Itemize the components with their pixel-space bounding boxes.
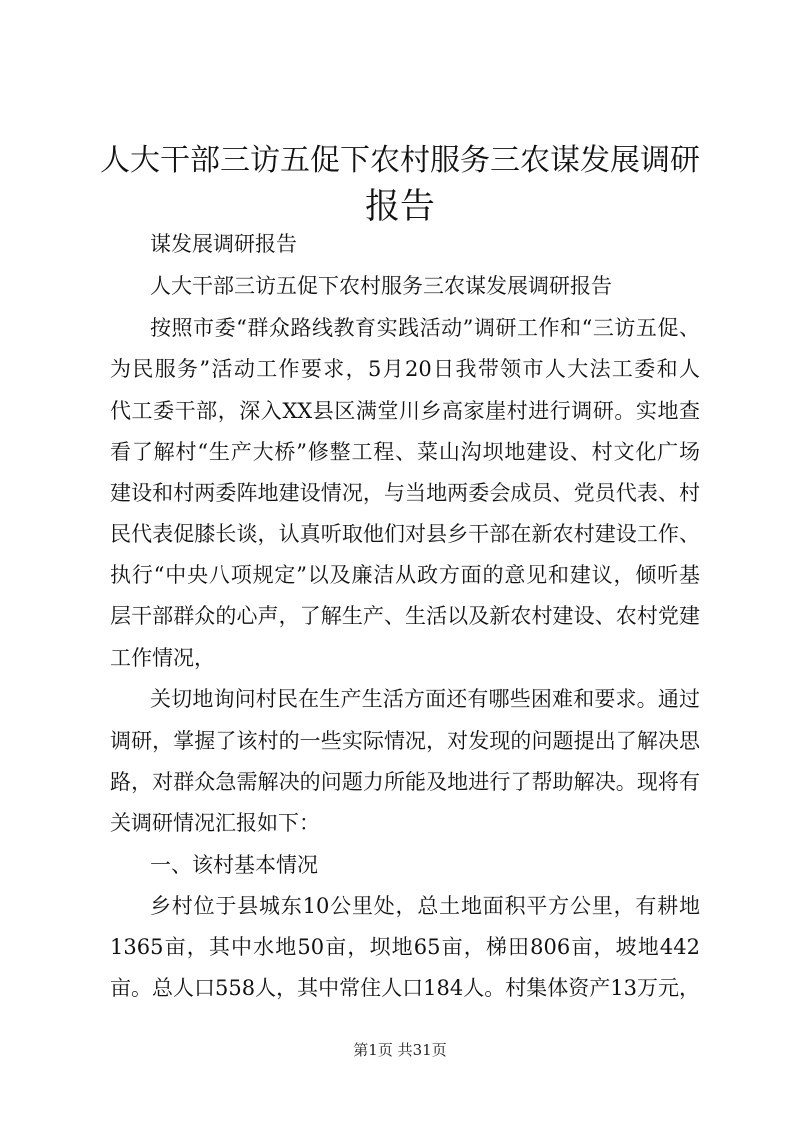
- body-line: 1365亩，其中水地50亩，坝地65亩，梯田806亩，坡地442: [110, 935, 700, 959]
- document-title-line-2: 报告: [364, 187, 435, 227]
- body-line: 执行“中央八项规定”以及廉洁从政方面的意见和建议，倾听基: [110, 563, 700, 587]
- page-number-footer: 第1页 共31页: [353, 1041, 447, 1059]
- body-line: 谋发展调研报告: [150, 232, 297, 256]
- body-line: 民代表促膝长谈，认真听取他们对县乡干部在新农村建设工作、: [110, 522, 700, 546]
- body-line: 按照市委“群众路线教育实践活动”调研工作和“三访五促、: [150, 316, 700, 340]
- body-line: 亩。总人口558人，其中常住人口184人。村集体资产13万元，: [110, 976, 700, 1000]
- body-line: 为民服务”活动工作要求，5月20日我带领市人大法工委和人: [110, 357, 700, 381]
- body-line: 乡村位于县城东10公里处，总土地面积平方公里，有耕地: [150, 894, 700, 918]
- body-line: 工作情况，: [110, 646, 215, 670]
- body-line: 代工委干部，深入XX县区满堂川乡高家崖村进行调研。实地查: [110, 399, 700, 423]
- body-line: 人大干部三访五促下农村服务三农谋发展调研报告: [150, 274, 612, 298]
- body-line: 关切地询问村民在生产生活方面还有哪些困难和要求。通过: [150, 687, 700, 711]
- body-line: 路，对群众急需解决的问题力所能及地进行了帮助解决。现将有: [110, 770, 700, 794]
- body-line: 调研，掌握了该村的一些实际情况，对发现的问题提出了解决思: [110, 729, 700, 753]
- body-line: 建设和村两委阵地建设情况，与当地两委会成员、党员代表、村: [110, 481, 700, 505]
- body-line: 关调研情况汇报如下：: [110, 811, 320, 835]
- body-line: 看了解村“生产大桥”修整工程、菜山沟坝地建设、村文化广场: [110, 440, 700, 464]
- document-title-line-1: 人大干部三访五促下农村服务三农谋发展调研: [100, 143, 700, 178]
- body-line: 层干部群众的心声，了解生产、生活以及新农村建设、农村党建: [110, 604, 700, 628]
- section-heading: 一、该村基本情况: [150, 853, 318, 877]
